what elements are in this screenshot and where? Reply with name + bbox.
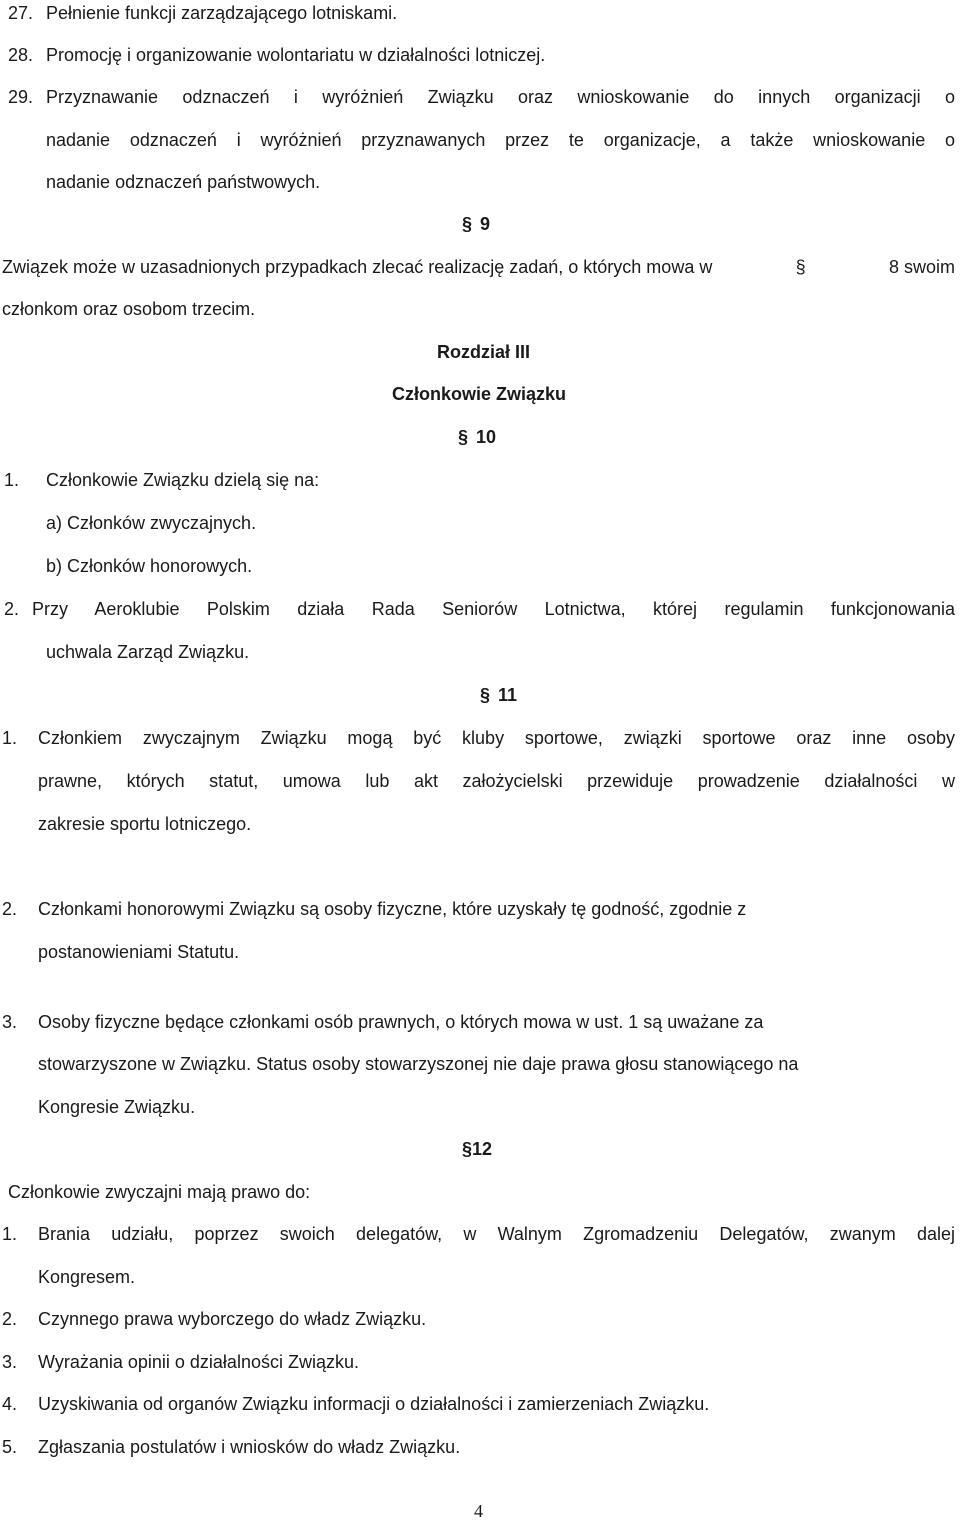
list-item-text: Przy Aeroklubie Polskim działa Rada Seniorów Lotnictwa, której regulamin funkcjonowania	[32, 599, 955, 619]
list-item-text: uchwala Zarząd Związku.	[46, 642, 250, 662]
list-item-text: Członkami honorowymi Związku są osoby fizyczne, które uzyskały tę godność, zgodnie z	[38, 899, 747, 919]
section-sign: §	[480, 685, 491, 705]
paragraph-heading-9	[462, 212, 490, 236]
sub-list-item: a) Członków zwyczajnych.	[46, 513, 257, 533]
list-number: 1.	[4, 470, 20, 490]
body-text-line	[2, 255, 955, 279]
text-segment: Związek może w uzasadnionych przypadkach zlecać realizację zadań, o których mowa w	[2, 257, 713, 277]
page-number: 4	[474, 1501, 483, 1521]
paragraph-number: 10	[476, 427, 497, 447]
section-sign: §	[458, 427, 469, 447]
list-number: 1.	[2, 728, 18, 748]
list-item-text: Wyrażania opinii o działalności Związku.	[38, 1352, 359, 1372]
list-item-text: stowarzyszone w Związku. Status osoby stowarzyszonej nie daje prawa głosu stanowiącego na	[38, 1054, 799, 1074]
section-sign: §	[795, 257, 806, 277]
paragraph-heading-12	[462, 1137, 492, 1161]
list-item-text: Kongresem.	[38, 1267, 136, 1287]
list-number: 3.	[2, 1012, 18, 1032]
list-number: 2.	[2, 899, 18, 919]
chapter-subtitle: Członkowie Związku	[392, 384, 567, 404]
list-item-text: prawne, których statut, umowa lub akt założycielski przewiduje prowadzenie działalności w	[38, 771, 955, 791]
chapter-title: Rozdział III	[437, 342, 531, 362]
list-item-text: postanowieniami Statutu.	[38, 942, 240, 962]
list-number: 29.	[8, 87, 34, 107]
list-item-text: Zgłaszania postulatów i wniosków do władz Związku.	[38, 1437, 461, 1457]
list-item-text: zakresie sportu lotniczego.	[38, 814, 252, 834]
text-segment: 8 swoim	[888, 257, 955, 277]
paragraph-heading-10	[458, 425, 496, 449]
list-item-text: Czynnego prawa wyborczego do władz Związku.	[38, 1309, 427, 1329]
list-item-text: Uzyskiwania od organów Związku informacji o działalności i zamierzeniach Związku.	[38, 1394, 710, 1414]
list-item-text: nadanie odznaczeń i wyróżnień przyznawanych przez te organizacje, a także wnioskowanie o	[46, 130, 955, 150]
list-item-text: Osoby fizyczne będące członkami osób prawnych, o których mowa w ust. 1 są uważane za	[38, 1012, 764, 1032]
body-text-line: Członkowie zwyczajni mają prawo do:	[8, 1182, 311, 1202]
list-item-text: nadanie odznaczeń państwowych.	[46, 172, 321, 192]
list-number: 3.	[2, 1352, 18, 1372]
list-item-text: Promocję i organizowanie wolontariatu w działalności lotniczej.	[46, 45, 546, 65]
paragraph-heading-11	[480, 683, 517, 707]
list-item-text: Kongresie Związku.	[38, 1097, 196, 1117]
list-item-text: Pełnienie funkcji zarządzającego lotniskami.	[46, 3, 398, 23]
paragraph-number: 9	[480, 214, 491, 234]
list-item-text: Członkowie Związku dzielą się na:	[46, 470, 320, 490]
list-item-text: Brania udziału, poprzez swoich delegatów, w Walnym Zgromadzeniu Delegatów, zwanym dalej	[38, 1224, 955, 1244]
list-number: 2.	[2, 1309, 18, 1329]
list-number: 28.	[8, 45, 34, 65]
section-sign: §	[462, 1139, 473, 1159]
paragraph-number: 11	[498, 685, 518, 705]
list-item-text: Przyznawanie odznaczeń i wyróżnień Związku oraz wnioskowanie do innych organizacji o	[46, 87, 955, 107]
list-item-text: Członkiem zwyczajnym Związku mogą być kluby sportowe, związki sportowe oraz inne osoby	[38, 728, 955, 748]
list-number: 27.	[8, 3, 34, 23]
paragraph-number: 12	[472, 1139, 493, 1159]
list-number: 2.	[4, 599, 20, 619]
body-text-line: członkom oraz osobom trzecim.	[2, 299, 256, 319]
list-number: 5.	[2, 1437, 18, 1457]
section-sign: §	[462, 214, 473, 234]
list-number: 1.	[2, 1224, 18, 1244]
list-number: 4.	[2, 1394, 18, 1414]
sub-list-item: b) Członków honorowych.	[46, 556, 253, 576]
